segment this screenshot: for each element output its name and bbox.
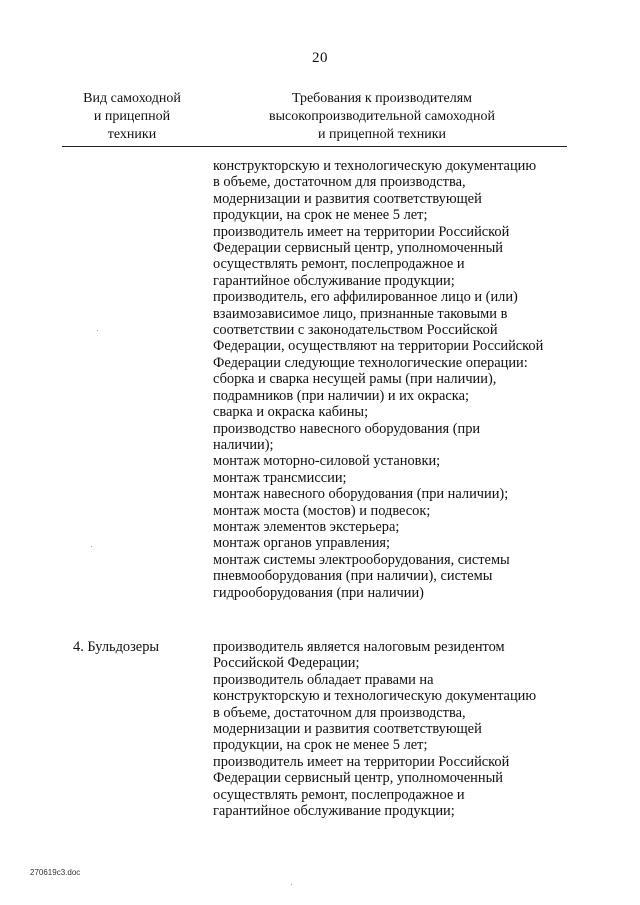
- requirement-line: в объеме, достаточном для производства,: [213, 174, 466, 191]
- header-line: и прицепной: [93, 109, 171, 124]
- requirement-line: монтаж навесного оборудования (при наличии);: [213, 486, 509, 503]
- requirement-line: соответствии с законодательством Российской: [213, 322, 498, 339]
- requirement-line: монтаж моторно-силовой установки;: [213, 453, 441, 470]
- requirement-line: Российской Федерации;: [213, 655, 360, 672]
- requirement-line: производитель является налоговым резидентом: [213, 639, 505, 655]
- header-divider: [62, 146, 567, 147]
- requirement-line: производитель, его аффилированное лицо и (или): [213, 289, 518, 306]
- requirements-block-bulldozers: [213, 639, 583, 819]
- requirement-line: Федерации сервисный центр, уполномоченный: [213, 240, 503, 257]
- header-line: и прицепной техники: [317, 127, 447, 142]
- header-line: Вид самоходной: [83, 91, 181, 106]
- requirement-line: продукции, на срок не менее 5 лет;: [213, 737, 428, 754]
- requirement-line: монтаж системы электрооборудования, системы: [213, 551, 510, 568]
- scan-speck: [97, 330, 98, 331]
- requirements-block-continued: [213, 158, 583, 601]
- requirement-line: конструкторскую и технологическую документацию: [213, 688, 537, 705]
- requirement-line: гарантийное обслуживание продукции;: [213, 272, 455, 289]
- requirement-line: производитель обладает правами на: [213, 671, 434, 688]
- scan-speck: [91, 546, 92, 547]
- requirement-line: в объеме, достаточном для производства,: [213, 704, 466, 721]
- header-line: техники: [107, 127, 157, 142]
- footer-file-code: 270619c3.doc: [30, 868, 81, 877]
- requirement-line: производитель имеет на территории Российской: [213, 753, 510, 770]
- requirement-line: наличии);: [213, 436, 274, 453]
- row-label-bulldozers: 4. Бульдозеры: [73, 639, 160, 655]
- requirement-line: монтаж трансмиссии;: [213, 469, 347, 486]
- requirement-line: модернизации и развития соответствующей: [213, 190, 482, 207]
- scan-speck: [291, 884, 292, 885]
- page-number: 20: [312, 50, 328, 66]
- requirement-line: продукции, на срок не менее 5 лет;: [213, 207, 428, 224]
- requirement-line: Федерации, осуществляют на территории Российской: [213, 338, 544, 355]
- requirement-line: осуществлять ремонт, послепродажное и: [213, 256, 465, 273]
- header-line: Требования к производителям: [291, 91, 473, 106]
- requirement-line: пневмооборудования (при наличии), системы: [213, 568, 493, 585]
- table-header-column-requirements: [232, 90, 532, 144]
- requirement-line: гарантийное обслуживание продукции;: [213, 803, 455, 820]
- requirement-line: производство навесного оборудования (при: [213, 420, 481, 437]
- requirement-line: сборка и сварка несущей рамы (при наличии),: [213, 371, 497, 388]
- requirement-line: гидрооборудования (при наличии): [213, 584, 424, 601]
- requirement-line: монтаж элементов экстерьера;: [213, 518, 400, 535]
- requirement-line: Федерации следующие технологические операции:: [213, 354, 528, 371]
- requirement-line: монтаж моста (мостов) и подвесок;: [213, 502, 431, 519]
- requirement-line: взаимозависимое лицо, признанные таковыми в: [213, 305, 508, 322]
- requirement-line: Федерации сервисный центр, уполномоченный: [213, 770, 503, 787]
- table-header-column-type: [62, 90, 202, 144]
- requirement-line: сварка и окраска кабины;: [213, 404, 369, 421]
- requirement-line: модернизации и развития соответствующей: [213, 721, 482, 738]
- requirement-line: производитель имеет на территории Российской: [213, 223, 510, 240]
- requirement-line: осуществлять ремонт, послепродажное и: [213, 786, 465, 803]
- requirement-line: монтаж органов управления;: [213, 535, 391, 552]
- header-line: высокопроизводительной самоходной: [268, 109, 496, 124]
- requirement-line: конструкторскую и технологическую документацию: [213, 158, 537, 174]
- requirement-line: подрамников (при наличии) и их окраска;: [213, 387, 469, 404]
